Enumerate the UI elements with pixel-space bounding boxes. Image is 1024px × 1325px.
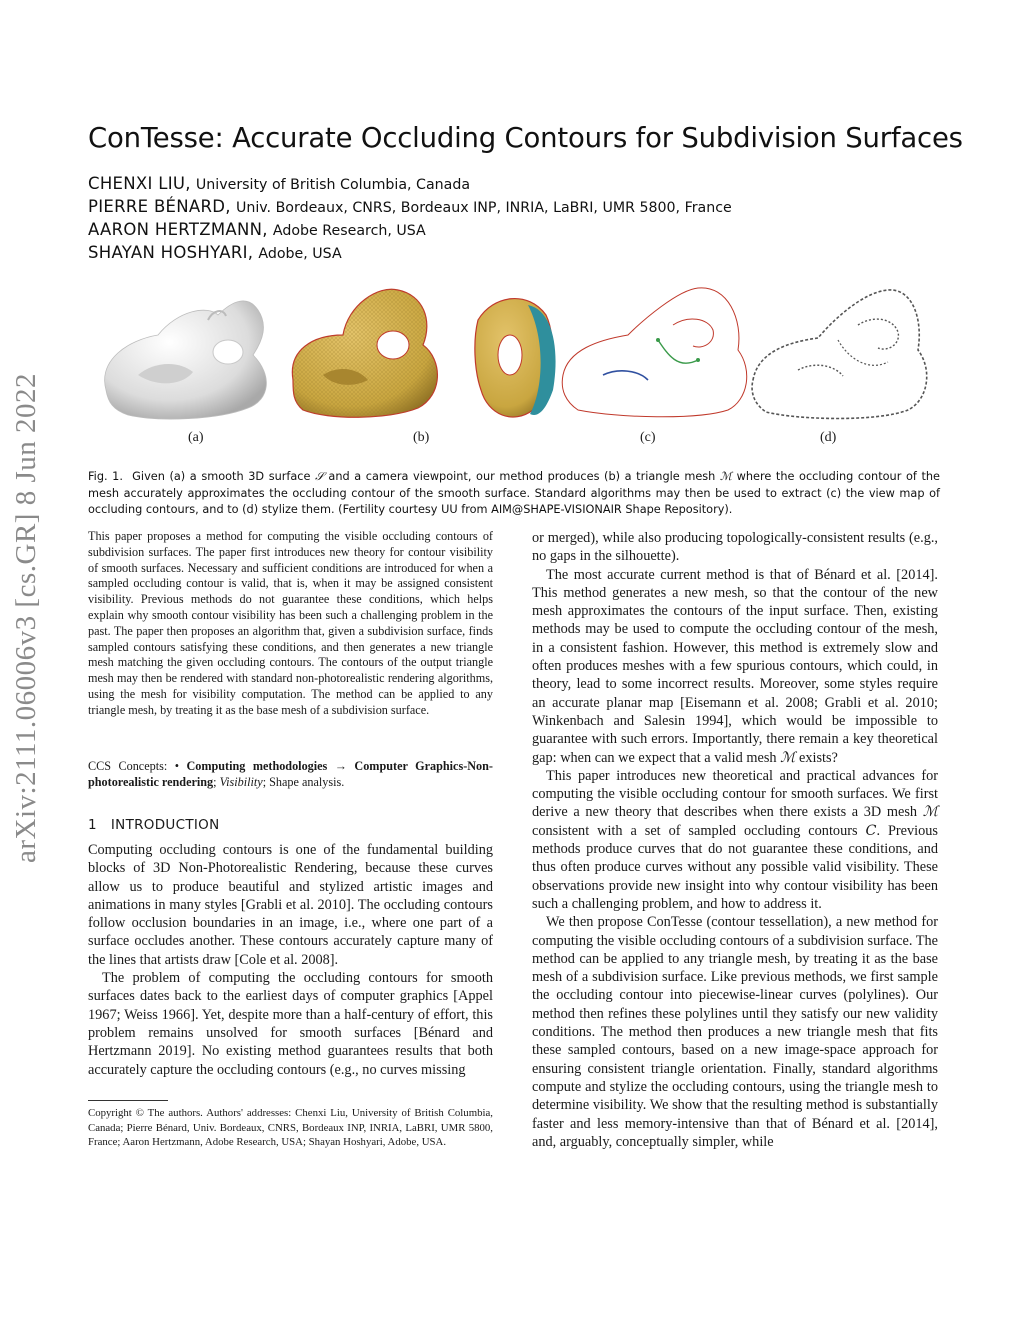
author-line <box>88 220 426 239</box>
author-line <box>88 174 470 193</box>
author-name: SHAYAN HOSHYARI, <box>88 243 254 262</box>
right-column-body <box>532 529 938 1151</box>
subfigure-label: (b) <box>413 430 430 445</box>
caption-label: Fig. 1. <box>88 470 123 483</box>
section-title: INTRODUCTION <box>110 817 220 833</box>
caption-text: and a camera viewpoint, our method produces (b) a triangle mesh <box>323 470 720 483</box>
abstract: This paper proposes a method for computing the visible occluding contours of subdivision surfaces. The paper first introduces new theory for contour visibility of smooth surfaces. Necessary and sufficient conditions are introduced for when a sampled occluding contour is valid, that is, when it may be assigned consistent visibility. Previous methods do not guarantee these conditions, which helps explain why smooth contour visibility has been such a challenging problem in the past. The paper then proposes an algorithm that, given a subdivision surface, finds sampled contours satisfying these conditions, and then generates a new triangle mesh matching the given occluding contours. The contours of the output triangle mesh may then be rendered with standard non-photorealistic rendering algorithms, using the mesh for visibility computation. The method can be applied to any triangle mesh, by treating it as the base mesh of a subdivision surface. <box>88 529 493 717</box>
author-affiliation: Adobe Research, USA <box>272 223 426 239</box>
author-affiliation: University of British Columbia, Canada <box>195 177 471 193</box>
paragraph: The problem of computing the occluding contours for smooth surfaces dates back to the earliest days of computer graphics [Appel 1967; Weiss 1966]. Yet, despite more than a half-century of effort, this problem remains unsolved for smooth surfaces [Bénard and Hertzmann 2019]. No existing method guarantees results that both accurately capture the occluding contours (e.g., no curves missing <box>88 970 493 1078</box>
paragraph-text: exists? <box>795 749 838 766</box>
subfigure-label: (d) <box>820 430 837 445</box>
symbol-contours: C <box>865 822 877 839</box>
symbol-surface: 𝒮 <box>315 470 324 483</box>
paragraph: We then propose ConTesse (contour tessellation), a new method for computing the visible occluding contours of a subdivision surface. The method can be applied to any triangle mesh, by treating it as the base mesh of a subdivision surface. Like previous methods, we first sample the occluding contour into piecewise-linear curves (polylines). Our method then refines these polylines until they satisfy our new validity conditions. The method then produces a new triangle mesh that fits these sampled contours, based on a new image-space approach for ensuring consistent triangle orientation. Finally, standard algorithms compute and stylize the occluding contours, using the triangle mesh to determine visibility. We show that the resulting method is substantially faster and less memory-intensive than that of Bénard et al. [2014], and, arguably, conceptually simpler, while <box>532 914 938 1150</box>
paragraph: or merged), while also producing topologically-consistent results (e.g., no gaps in the silhouette). <box>532 530 938 565</box>
caption-text: Given (a) a smooth 3D surface <box>132 470 316 483</box>
paragraph-text: This paper introduces new theoretical and practical advances for computing the visible occluding contour for smooth surfaces. We first derive a new theory that describes when there exists a 3D mesh <box>532 767 938 821</box>
paragraph <box>532 767 938 913</box>
ccs-prefix: CCS Concepts: • <box>88 759 187 773</box>
symbol-mesh: ℳ <box>922 804 938 821</box>
paragraph-text: The most accurate current method is that of Bénard et al. [2014]. This method generates a new mesh, so that the contour of the new mesh approximates the contours of the input surface. Then, existing methods may be used to compute the occluding contour of the mesh, in a consistent fashion. However, this method is extremely slow and often produces meshes with a few spurious contours, which could, in theory, lead to some incorrect results. Moreover, some styles require an accurate planar map [Eisemann et al. 2008; Grabli et al. 2010; Winkenbach and Salesin 1994], which would be impossible to guarantee with such errors. Importantly, there remain a key theoretical gap: when can we expect that a valid mesh <box>532 566 938 766</box>
ccs-concepts <box>88 758 493 790</box>
paragraph: Computing occluding contours is one of the fundamental building blocks of 3D Non-Photorealistic Rendering, because these curves allow us to produce beautiful and stylized artistic images and animations in many styles [Grabli et al. 2010]. The occluding contours follow occlusion boundaries in an image, i.e., where one part of a surface occludes another. These contours accurately capture many of the lines that artists draw [Cole et al. 2008]. <box>88 842 493 968</box>
paper-title: ConTesse: Accurate Occluding Contours for Subdivision Surfaces <box>88 122 963 154</box>
arxiv-identifier: arXiv:2111.06006v3 [cs.GR] 8 Jun 2022 <box>10 373 42 863</box>
section-number: 1 <box>88 817 97 833</box>
author-name: CHENXI LIU, <box>88 174 191 193</box>
teaser-figure <box>98 280 948 455</box>
author-line <box>88 197 732 216</box>
panel-d-stylized-contours <box>752 290 927 419</box>
subfigure-label: (c) <box>640 430 656 445</box>
paragraph-text: . Previous methods produce curves that do not guarantee these conditions, and thus often produce curves without any possible valid visibility. These observations provide new insight into why contour visibility has been such a challenging problem, and how to address it. <box>532 822 938 912</box>
figure-caption <box>88 469 940 519</box>
ccs-concept-italic: Visibility <box>219 775 263 789</box>
author-affiliation: Univ. Bordeaux, CNRS, Bordeaux INP, INRIA, LaBRI, UMR 5800, France <box>235 200 732 216</box>
symbol-mesh: ℳ <box>719 470 733 483</box>
caption-text: where the occluding contour of the mesh accurately approximates the occluding contour of the smooth surface. Standard algorithms may then be used to extract (c) the view map of occluding contours, and to (d) stylize them. (Fertility courtesy UU from AIM@SHAPE-VISIONAIR Shape Repository). <box>88 470 940 516</box>
author-line <box>88 243 342 262</box>
subfigure-label: (a) <box>188 430 204 445</box>
panel-b-triangle-mesh <box>292 289 555 417</box>
ccs-concept-bold: Computing methodologies → Computer Graphics-Non-photorealistic rendering <box>88 759 493 789</box>
paragraph <box>532 566 938 767</box>
footnote: Copyright © The authors. Authors' addresses: Chenxi Liu, University of British Columbia, Canada; Pierre Bénard, Univ. Bordeaux, CNRS, Bordeaux INP, INRIA, LaBRI, UMR 5800, France; Aaron Hertzmann, Adobe Research, USA; Shayan Hoshyari, Adobe, USA. <box>88 1107 493 1148</box>
footnote-rule <box>88 1100 168 1101</box>
panel-a-smooth-surface <box>105 301 267 419</box>
panel-c-view-map <box>562 288 746 417</box>
author-name: AARON HERTZMANN, <box>88 220 268 239</box>
author-name: PIERRE BÉNARD, <box>88 197 231 216</box>
ccs-separator: ; <box>213 775 220 789</box>
left-column-body <box>88 841 493 1079</box>
author-affiliation: Adobe, USA <box>258 246 342 262</box>
symbol-mesh: ℳ <box>780 749 796 766</box>
paragraph-text: consistent with a set of sampled occluding contours <box>532 822 866 839</box>
section-heading <box>88 817 493 833</box>
ccs-rest: ; Shape analysis. <box>262 775 345 789</box>
